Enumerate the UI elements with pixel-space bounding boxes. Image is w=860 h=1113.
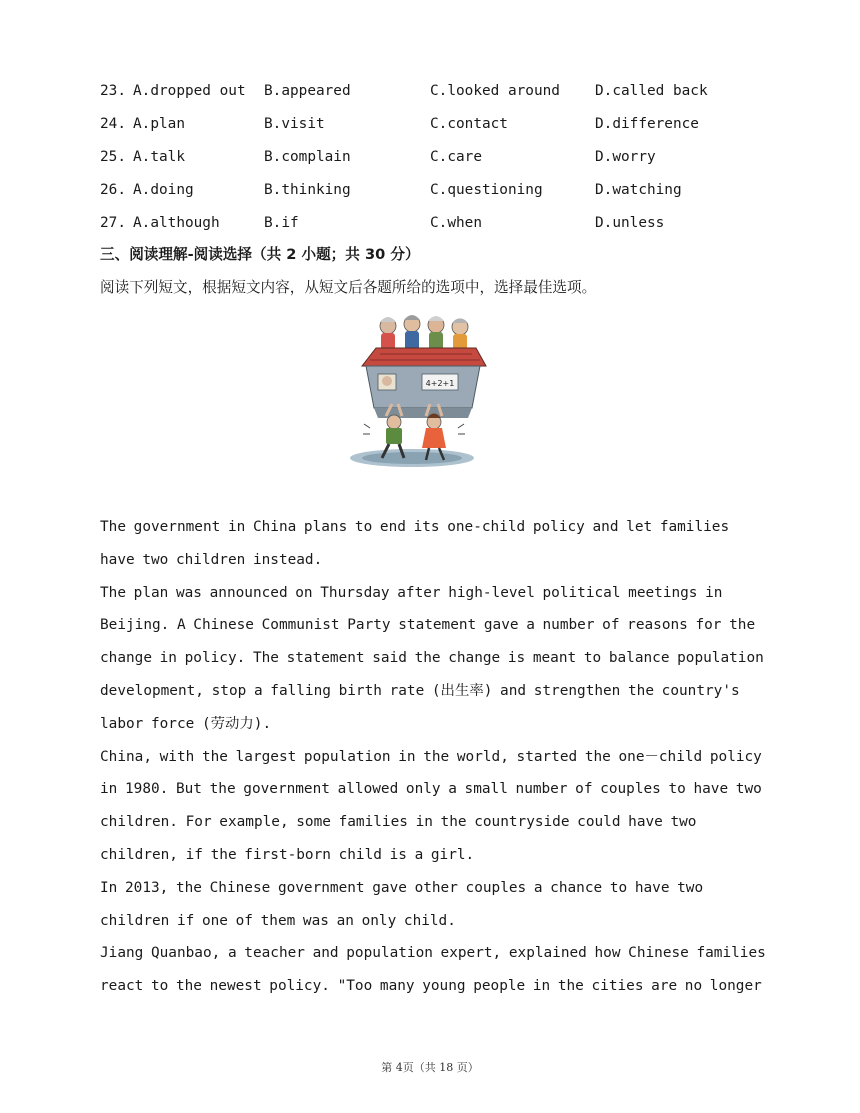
question-number: 24. bbox=[100, 116, 126, 132]
option-d: D.worry bbox=[595, 149, 656, 165]
option-c: C.looked around bbox=[430, 83, 560, 99]
reading-passage bbox=[100, 511, 770, 1003]
passage-paragraph: The plan was announced on Thursday after high-level political meetings in Beijing. A Chinese Communist Party statement gave a number of reasons for the change in policy. The statement said the change is meant to balance population development, stop a falling birth rate (出生率) and strengthen the country's labor force (劳动力). bbox=[100, 584, 764, 732]
option-b: B.thinking bbox=[264, 182, 351, 198]
option-c: C.contact bbox=[430, 116, 508, 132]
option-c: C.questioning bbox=[430, 182, 543, 198]
option-b: B.complain bbox=[264, 149, 351, 165]
option-c: C.when bbox=[430, 215, 482, 231]
option-a: A.talk bbox=[133, 149, 185, 165]
option-c: C.care bbox=[430, 149, 482, 165]
section-heading: 三、阅读理解-阅读选择（共 2 小题；共 30 分） bbox=[100, 246, 420, 263]
option-row-27 bbox=[100, 211, 780, 244]
question-number: 25. bbox=[100, 149, 126, 165]
option-d: D.called back bbox=[595, 83, 708, 99]
question-number: 27. bbox=[100, 215, 126, 231]
cartoon-illustration bbox=[340, 308, 490, 470]
option-d: D.difference bbox=[595, 116, 699, 132]
reading-instruction: 阅读下列短文，根据短文内容，从短文后各题所给的选项中，选择最佳选项。 bbox=[100, 279, 597, 296]
option-row-23 bbox=[100, 79, 780, 112]
passage-paragraph: The government in China plans to end its one-child policy and let families have two children instead. bbox=[100, 519, 730, 568]
option-d: D.watching bbox=[595, 182, 682, 198]
option-a: A.dropped out bbox=[133, 83, 246, 99]
option-row-25 bbox=[100, 145, 780, 178]
option-a: A.although bbox=[133, 215, 220, 231]
elders-figures bbox=[380, 315, 468, 351]
option-a: A.doing bbox=[133, 182, 194, 198]
option-row-26 bbox=[100, 178, 780, 211]
option-b: B.visit bbox=[264, 116, 325, 132]
passage-paragraph: China, with the largest population in the world, started the one－child policy in 1980. But the government allowed only a small number of couples to have two children. For example, some families in the countryside could have two children, if the first-born child is a girl. bbox=[100, 748, 762, 863]
option-b: B.appeared bbox=[264, 83, 351, 99]
house-shape bbox=[362, 348, 486, 418]
passage-paragraph: Jiang Quanbao, a teacher and population expert, explained how Chinese families react to the newest policy. "Too many young people in the cities are no longer bbox=[100, 945, 766, 995]
question-number: 23. bbox=[100, 83, 126, 99]
option-d: D.unless bbox=[595, 215, 665, 231]
page-footer: 第 4页（共 18 页） bbox=[381, 1061, 479, 1074]
house-label: 4+2+1 bbox=[425, 379, 455, 388]
option-b: B.if bbox=[264, 215, 299, 231]
answer-options bbox=[100, 79, 780, 244]
passage-paragraph: In 2013, the Chinese government gave other couples a chance to have two children if one of them was an only child. bbox=[100, 879, 704, 929]
option-a: A.plan bbox=[133, 116, 185, 132]
question-number: 26. bbox=[100, 182, 126, 198]
option-row-24 bbox=[100, 112, 780, 145]
